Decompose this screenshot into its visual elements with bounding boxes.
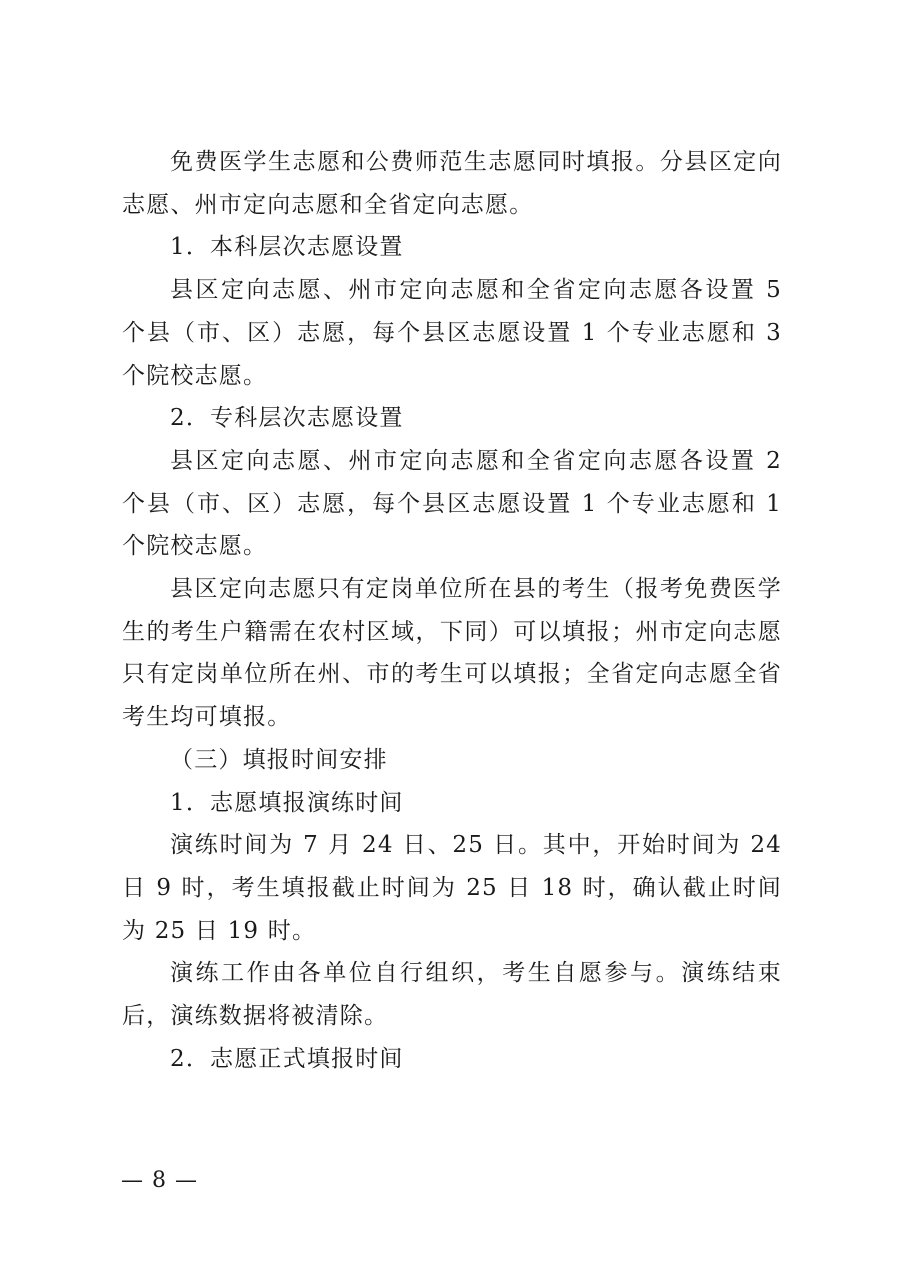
heading-schedule: （三）填报时间安排 <box>170 746 388 773</box>
paragraph-rehearsal-time: 演练时间为 7 月 24 日、25 日。其中，开始时间为 24 日 9 时，考生填报截止时间为 25 日 18 时，确认截止时间为 25 日 19 时。 <box>122 832 791 944</box>
page-number: — 8 — <box>121 1168 198 1193</box>
heading-undergraduate-settings: 1．本科层次志愿设置 <box>170 234 404 261</box>
heading-vocational-settings: 2．专科层次志愿设置 <box>170 405 404 432</box>
paragraph-vocational-settings: 县区定向志愿、州市定向志愿和全省定向志愿各设置 2 个县（市、区）志愿，每个县区志愿设置 1 个专业志愿和 1 个院校志愿。 <box>122 447 791 560</box>
heading-formal-time: 2．志愿正式填报时间 <box>170 1045 404 1072</box>
heading-rehearsal-time: 1．志愿填报演练时间 <box>170 789 404 816</box>
document-body <box>122 141 791 1080</box>
paragraph-eligibility: 县区定向志愿只有定岗单位所在县的考生（报考免费医学生的考生户籍需在农村区域，下同）可以填报；州市定向志愿只有定岗单位所在州、市的考生可以填报；全省定向志愿全省考生均可填报。 <box>122 576 782 731</box>
paragraph-intro: 免费医学生志愿和公费师范生志愿同时填报。分县区定向志愿、州市定向志愿和全省定向志愿。 <box>122 149 782 218</box>
paragraph-rehearsal-organization: 演练工作由各单位自行组织，考生自愿参与。演练结束后，演练数据将被清除。 <box>122 960 782 1030</box>
paragraph-undergraduate-settings: 县区定向志愿、州市定向志愿和全省定向志愿各设置 5 个县（市、区）志愿，每个县区志愿设置 1 个专业志愿和 3 个院校志愿。 <box>122 277 791 389</box>
